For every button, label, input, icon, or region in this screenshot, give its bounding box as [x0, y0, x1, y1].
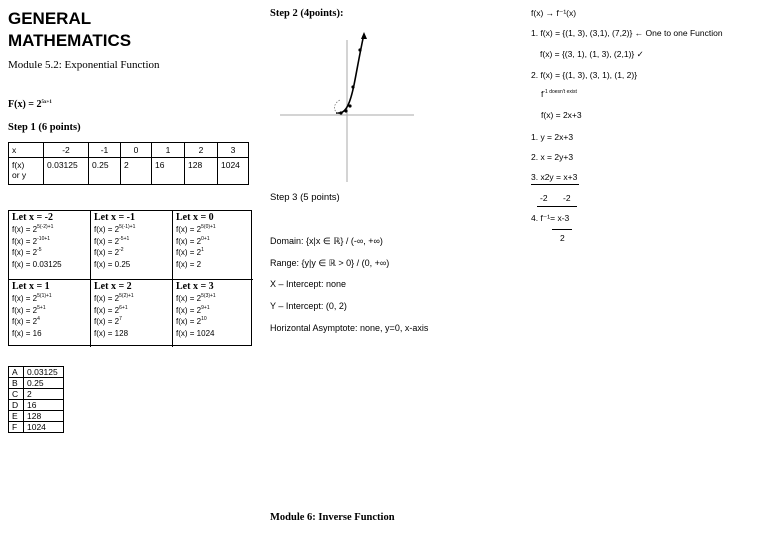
underline — [531, 184, 579, 185]
cell-result: f(x) = 0.25 — [94, 259, 131, 269]
y-cell: 0.03125 — [44, 158, 89, 185]
answer-value: 16 — [24, 400, 64, 411]
cell-line — [12, 236, 87, 248]
cell-line — [94, 247, 169, 259]
answer-value: 2 — [24, 389, 64, 400]
cell-result: f(x) = 0.03125 — [12, 259, 62, 269]
table-row — [9, 400, 64, 411]
line-base: f(x) = 2 — [12, 225, 38, 234]
line-exponent: 5(-2)+1 — [37, 224, 54, 230]
answer-value: 0.25 — [24, 378, 64, 389]
domain-text: Domain: {x|x ∈ ℝ} / (-∞, +∞) — [270, 236, 383, 246]
x-label-cell: x — [9, 143, 44, 158]
cell-result: f(x) = 2 — [176, 259, 202, 269]
cell-heading: Let x = 0 — [176, 212, 214, 223]
asymptote-text: Horizontal Asymptote: none, y=0, x-axis — [270, 323, 429, 333]
values-table — [8, 142, 249, 185]
cell-line — [12, 224, 87, 236]
inverse-base: f — [541, 89, 544, 99]
cell-heading: Let x = 1 — [12, 281, 50, 292]
cell-heading: Let x = -2 — [12, 212, 53, 223]
answer-value: 0.03125 — [24, 367, 64, 378]
line-base: f(x) = 2 — [12, 317, 38, 326]
line-exponent: 5+1 — [37, 304, 46, 311]
line-base: f(x) = 2 — [176, 248, 202, 257]
divide-left: -2 — [540, 193, 548, 203]
line-base: f(x) = 2 — [94, 248, 120, 257]
answer-letter: F — [9, 422, 24, 433]
answer-letter: E — [9, 411, 24, 422]
line-exponent: 1 — [201, 247, 204, 253]
x-cell: -1 — [89, 143, 121, 158]
cell-line — [94, 236, 169, 248]
inverse-not-exist — [541, 89, 577, 99]
line-base: f(x) = 2 — [176, 225, 202, 234]
line-exponent: 0+1 — [201, 235, 210, 242]
cell-result: f(x) = 128 — [94, 328, 129, 338]
fraction-bar — [552, 229, 572, 230]
cell-line — [176, 305, 251, 317]
line-base: f(x) = 2 — [12, 236, 38, 246]
title-line-1: GENERAL — [8, 9, 92, 28]
curve — [336, 34, 364, 113]
arrow-icon — [361, 32, 367, 39]
y-label-cell — [9, 158, 44, 185]
y-cell: 128 — [185, 158, 218, 185]
line-base: f(x) = 2 — [12, 305, 38, 315]
line-base: f(x) = 2 — [94, 305, 120, 315]
cell-result: f(x) = 1024 — [176, 328, 215, 338]
step2-heading: Step 2 (4points): — [270, 8, 344, 19]
x-cell: 3 — [218, 143, 249, 158]
line-base: f(x) = 2 — [12, 248, 38, 257]
cell-result: f(x) = 16 — [12, 328, 42, 338]
computation-cell — [91, 211, 172, 279]
answer-table — [8, 366, 64, 433]
cell-line — [94, 305, 169, 317]
example-1-inverse: f(x) = {(3, 1), (1, 3), (2,1)} ✓ — [540, 49, 644, 59]
solve-step-2: 2. x = 2y+3 — [531, 152, 574, 162]
solve-step-1: 1. y = 2x+3 — [531, 132, 574, 142]
cell-heading: Let x = 2 — [94, 281, 132, 292]
table-row — [9, 143, 249, 158]
line-exponent: -2 — [119, 247, 124, 253]
table-row — [9, 389, 64, 400]
line-exponent: -10+1 — [37, 235, 51, 242]
line-exponent: 10 — [201, 316, 207, 322]
computation-cell — [9, 211, 90, 279]
computation-cell — [173, 211, 254, 279]
answer-letter: A — [9, 367, 24, 378]
line-base: f(x) = 2 — [176, 236, 202, 246]
plot-point — [339, 111, 342, 114]
example-3: f(x) = 2x+3 — [541, 110, 582, 120]
x-intercept-text: X – Intercept: none — [270, 279, 347, 289]
module6-heading: Module 6: Inverse Function — [270, 512, 395, 523]
x-cell: 0 — [121, 143, 152, 158]
line-exponent: -5 — [37, 247, 42, 253]
function-definition — [8, 99, 52, 110]
y-label-line-2: or y — [12, 170, 27, 180]
line-base: f(x) = 2 — [176, 305, 202, 315]
cell-line — [94, 224, 169, 236]
y-cell: 0.25 — [89, 158, 121, 185]
line-exponent: 5(1)+1 — [37, 293, 52, 299]
line-base: f(x) = 2 — [94, 236, 120, 246]
divide-right: -2 — [563, 193, 571, 203]
table-row — [9, 158, 249, 185]
cell-line — [176, 293, 251, 305]
cell-line — [176, 236, 251, 248]
cell-line — [12, 305, 87, 317]
computation-cell — [173, 280, 254, 348]
x-cell: -2 — [44, 143, 89, 158]
solve-step-3: 3. x2y = x+3 — [531, 172, 578, 182]
line-exponent: 5(2)+1 — [119, 293, 134, 299]
line-exponent: 5(3)+1 — [201, 293, 216, 299]
title-line-2: MATHEMATICS — [8, 31, 132, 50]
line-exponent: 5(-1)+1 — [119, 224, 136, 230]
line-exponent: 7 — [119, 316, 122, 322]
inverse-note: -1 doesn't exist — [543, 89, 577, 95]
exponential-graph — [280, 30, 414, 182]
line-base: f(x) = 2 — [176, 317, 202, 326]
y-label-line-1: f(x) — [12, 160, 25, 170]
answer-letter: D — [9, 400, 24, 411]
plot-point — [351, 85, 354, 88]
table-row — [9, 367, 64, 378]
table-row — [9, 422, 64, 433]
plot-point — [344, 109, 347, 112]
step3-heading: Step 3 (5 points) — [270, 192, 340, 203]
x-cell: 2 — [185, 143, 218, 158]
line-exponent: 4 — [37, 316, 40, 322]
cell-line — [94, 293, 169, 305]
y-cell: 1024 — [218, 158, 249, 185]
cell-line — [94, 316, 169, 328]
inverse-notation: f(x) → f⁻¹(x) — [531, 8, 577, 18]
cell-line — [176, 316, 251, 328]
document-title — [8, 8, 208, 52]
example-1: 1. f(x) = {(1, 3), (3,1), (7,2)} ← One to one Function — [531, 28, 723, 38]
denominator: 2 — [560, 233, 565, 243]
computation-cell — [9, 280, 90, 348]
dashed-guide — [334, 100, 340, 113]
y-intercept-text: Y – Intercept: (0, 2) — [270, 301, 347, 311]
plot-point — [348, 104, 351, 107]
line-base: f(x) = 2 — [12, 294, 38, 303]
answer-value: 128 — [24, 411, 64, 422]
cell-line — [12, 293, 87, 305]
cell-heading: Let x = -1 — [94, 212, 135, 223]
answer-letter: B — [9, 378, 24, 389]
answer-value: 1024 — [24, 422, 64, 433]
line-base: f(x) = 2 — [176, 294, 202, 303]
function-exponent: 5x+1 — [41, 100, 52, 105]
line-exponent: 9+1 — [201, 304, 210, 311]
line-exponent: -5+1 — [119, 235, 130, 242]
computation-grid — [8, 210, 252, 346]
range-text: Range: {y|y ∈ ℝ > 0} / (0, +∞) — [270, 258, 390, 268]
function-base: F(x) = 2 — [8, 99, 42, 110]
table-row — [9, 378, 64, 389]
line-exponent: 5(0)+1 — [201, 224, 216, 230]
line-base: f(x) = 2 — [94, 294, 120, 303]
cell-line — [176, 224, 251, 236]
answer-letter: C — [9, 389, 24, 400]
table-row — [9, 411, 64, 422]
solve-step-4: 4. f⁻¹= x-3 — [531, 213, 570, 223]
cell-heading: Let x = 3 — [176, 281, 214, 292]
x-cell: 1 — [152, 143, 185, 158]
plot-point — [358, 48, 361, 51]
line-base: f(x) = 2 — [94, 317, 120, 326]
cell-line — [12, 316, 87, 328]
example-2: 2. f(x) = {(1, 3), (3, 1), (1, 2)} — [531, 70, 638, 80]
line-exponent: 6+1 — [119, 304, 128, 311]
step1-heading: Step 1 (6 points) — [8, 122, 81, 133]
underline — [537, 206, 577, 207]
cell-line — [12, 247, 87, 259]
y-cell: 16 — [152, 158, 185, 185]
module-subtitle: Module 5.2: Exponential Function — [8, 59, 160, 71]
line-base: f(x) = 2 — [94, 225, 120, 234]
cell-line — [176, 247, 251, 259]
computation-cell — [91, 280, 172, 348]
y-cell: 2 — [121, 158, 152, 185]
